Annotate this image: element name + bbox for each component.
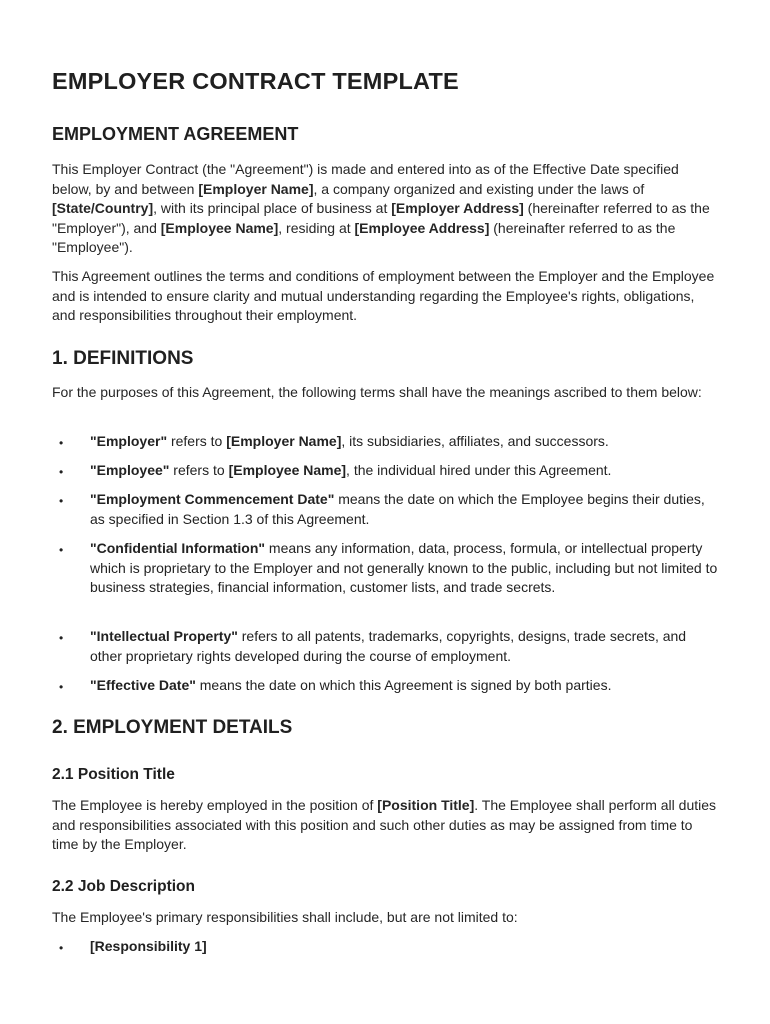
placeholder-employee-name: [Employee Name] xyxy=(160,219,279,236)
bullet-icon: • xyxy=(59,941,64,955)
placeholder-employer-name: [Employer Name] xyxy=(198,180,314,197)
bullet-icon: • xyxy=(59,436,64,450)
bullet-icon: • xyxy=(59,465,64,479)
definitions-heading: 1. DEFINITIONS xyxy=(52,348,194,369)
job-description-intro: The Employee's primary responsibilities shall include, but are not limited to: xyxy=(52,909,518,925)
definitions-intro: For the purposes of this Agreement, the following terms shall have the meanings ascribed to them below: xyxy=(52,384,702,400)
agreement-paragraph-2: This Agreement outlines the terms and conditions of employment between the Employer and the Employee and is intended to ensure clarity and mutual understanding regarding the Employee's rights, obligations, and responsibilities throughout their employment. xyxy=(52,268,715,324)
definition-item: • "Intellectual Property" refers to all patents, trademarks, copyrights, designs, trade secrets, and other proprietary rights developed during the course of employment. xyxy=(59,628,687,664)
placeholder-employer-address: [Employer Address] xyxy=(391,200,524,217)
agreement-heading: EMPLOYMENT AGREEMENT xyxy=(52,124,299,144)
position-paragraph: The Employee is hereby employed in the position of [Position Title]. The Employee shall perform all duties and responsibilities associated with this position and such other duties as may be assigned from time to time by the Employer. xyxy=(52,797,717,853)
definition-item: • "Employee" refers to [Employee Name], the individual hired under this Agreement. xyxy=(62,461,720,481)
bullet-icon: • xyxy=(59,494,64,508)
job-description-heading: 2.2 Job Description xyxy=(52,878,195,895)
bullet-icon: • xyxy=(59,543,64,557)
definition-item: • "Employer" refers to [Employer Name], its subsidiaries, affiliates, and successors. xyxy=(62,432,720,452)
definition-item: • "Confidential Information" means any information, data, process, formula, or intellectual property which is proprietary to the Employer and not generally known to the public, including but not limited to business strategies, financial information, customer lists, and trade secrets. xyxy=(59,540,718,596)
bullet-icon: • xyxy=(59,680,64,694)
definition-item: • "Effective Date" means the date on which this Agreement is signed by both parties. xyxy=(62,676,720,696)
definition-item: • "Employment Commencement Date" means the date on which the Employee begins their duties, as specified in Section 1.3 of this Agreement. xyxy=(59,491,705,527)
agreement-paragraph-1: This Employer Contract (the "Agreement") is made and entered into as of the Effective Date specified below, by and between [Employer Name], a company organized and existing under the laws of [State/Country], with its principal place of business at [Employer Address] (hereinafter referred to as the "Employer"), and [Employee Name], residing at [Employee Address] (hereinafter referred to as the "Employee"). xyxy=(52,161,710,256)
employment-details-heading: 2. EMPLOYMENT DETAILS xyxy=(52,717,293,738)
placeholder-state-country: [State/Country] xyxy=(52,200,154,217)
placeholder-position-title: [Position Title] xyxy=(377,797,475,813)
position-title-heading: 2.1 Position Title xyxy=(52,766,175,783)
responsibility-item: • [Responsibility 1] xyxy=(62,937,720,957)
document-title: EMPLOYER CONTRACT TEMPLATE xyxy=(52,68,459,94)
placeholder-employee-address: [Employee Address] xyxy=(354,219,490,236)
bullet-icon: • xyxy=(59,631,64,645)
